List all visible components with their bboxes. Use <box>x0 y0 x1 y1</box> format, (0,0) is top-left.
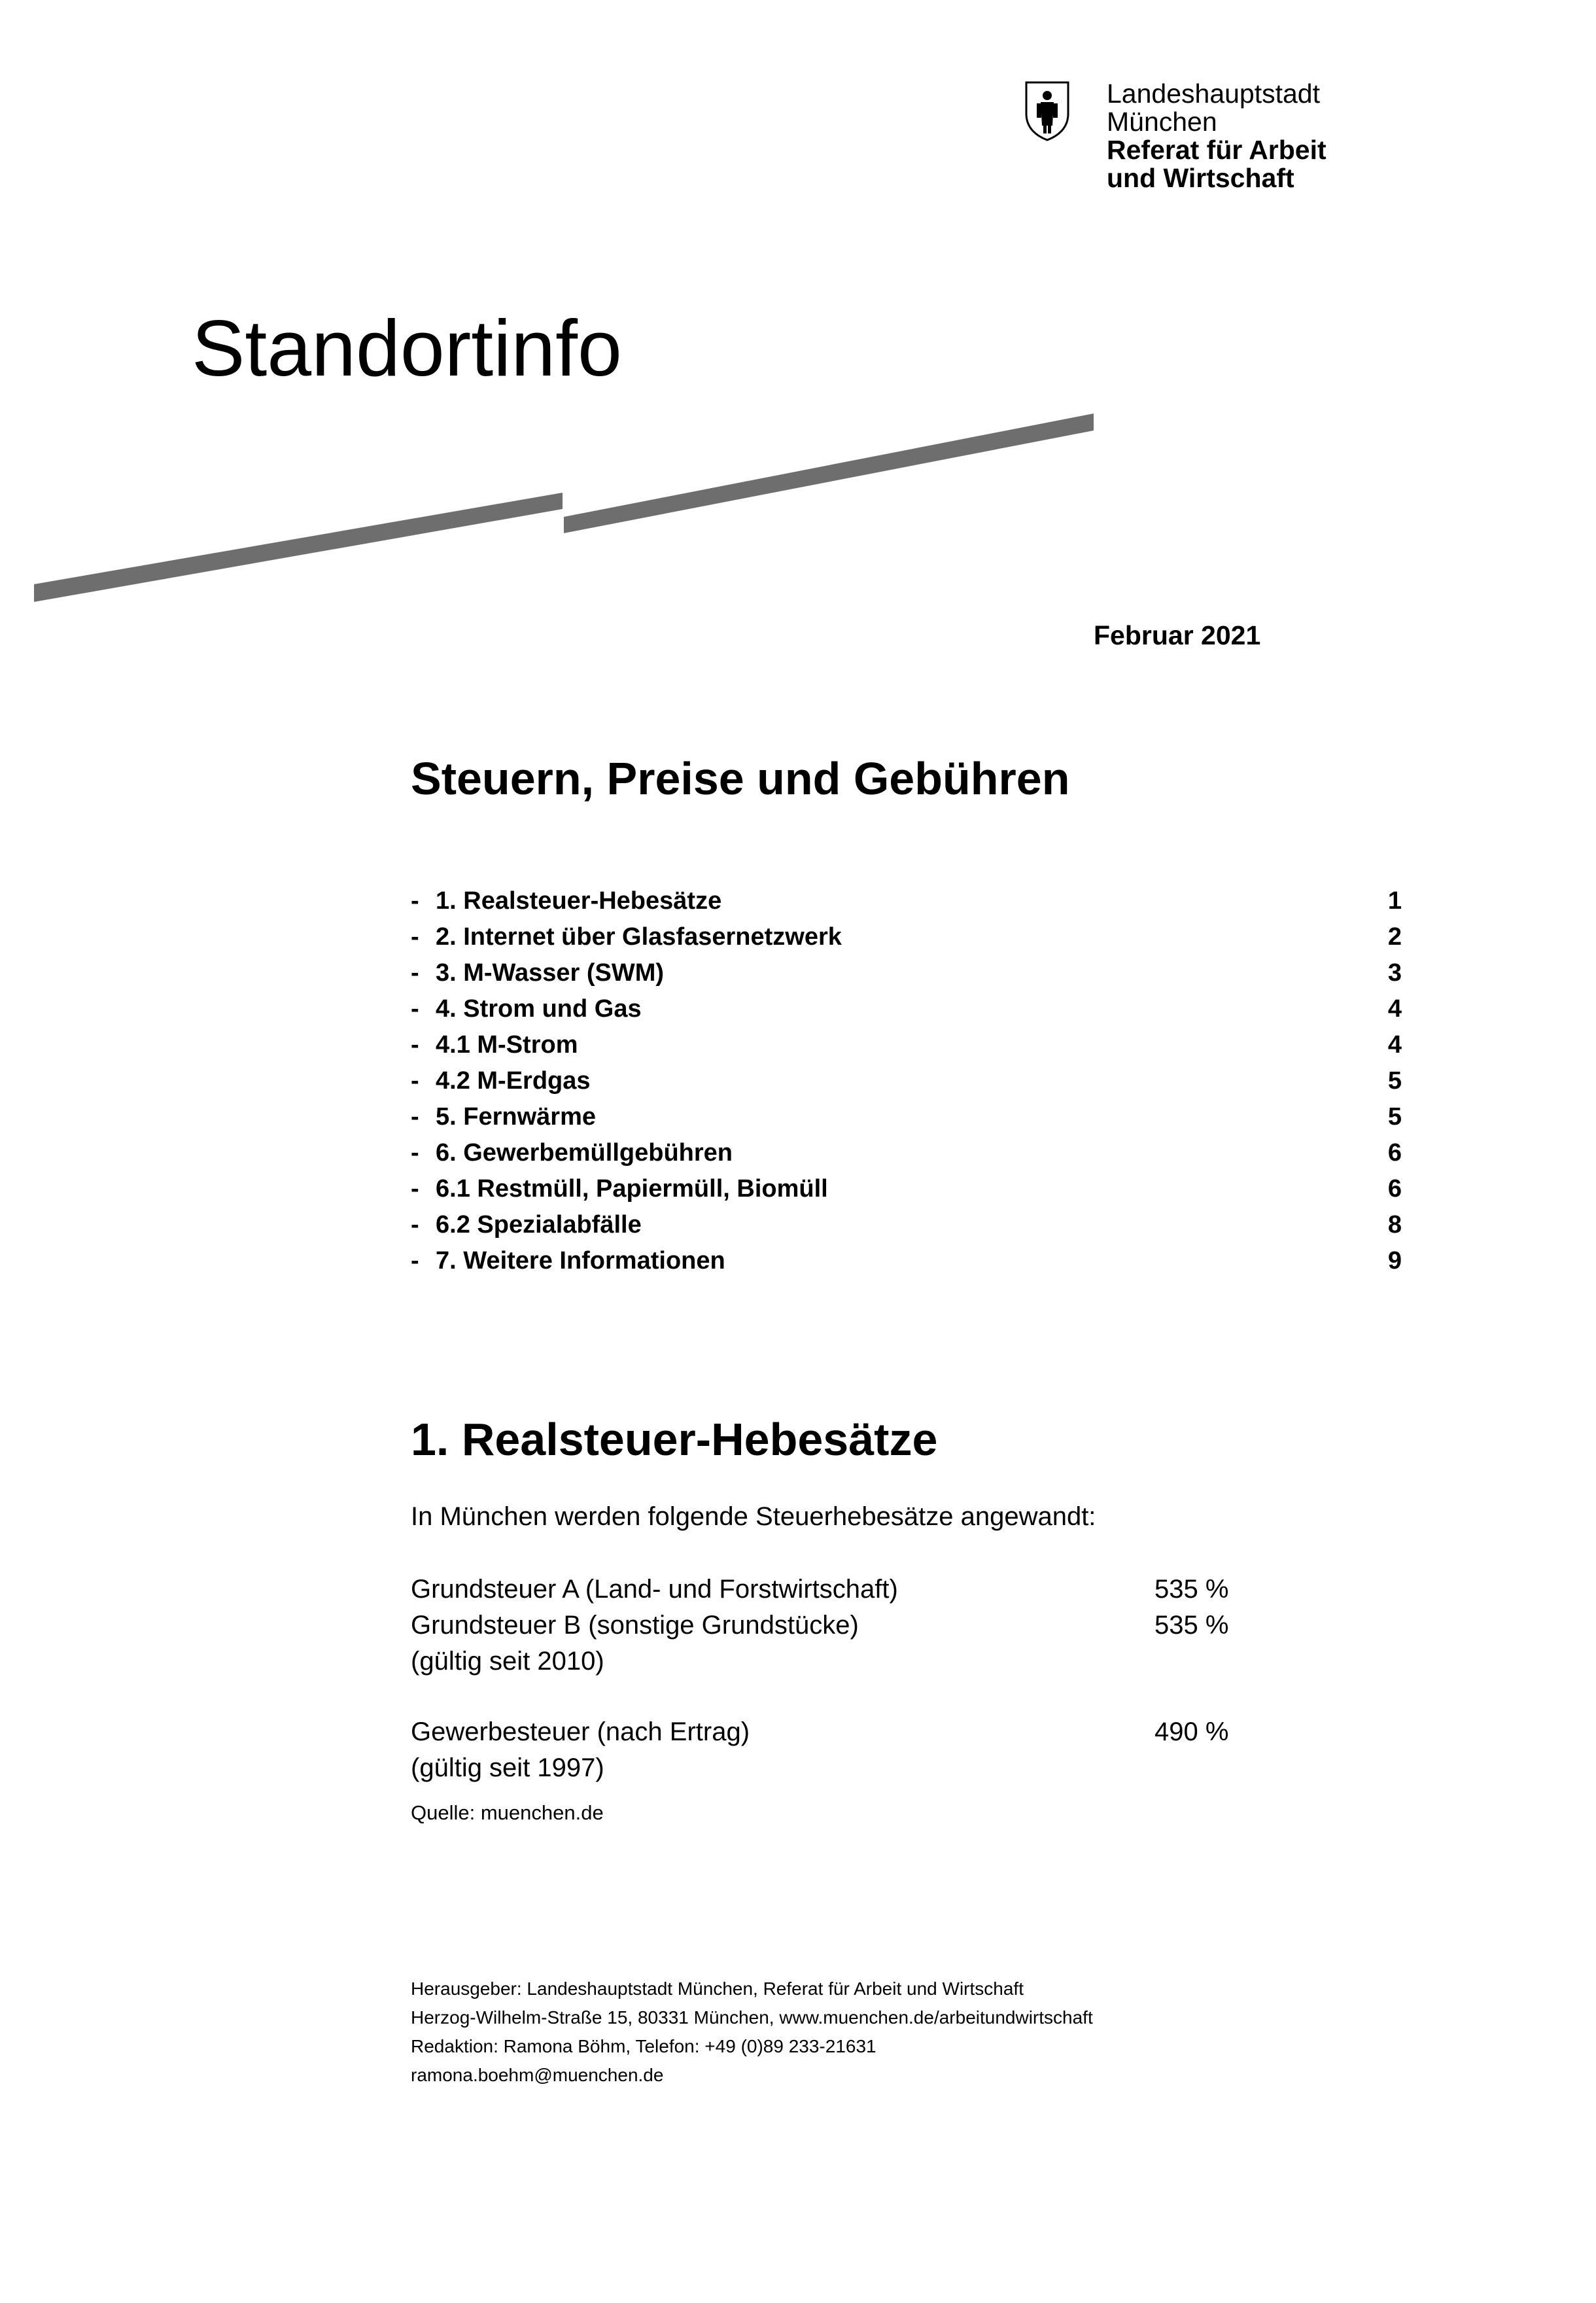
toc-item-page-number: 6 <box>1387 1139 1402 1167</box>
org-department-line1: Referat für Arbeit <box>1107 135 1327 165</box>
toc-item-label: 2. Internet über Glasfasernetzwerk <box>436 923 842 951</box>
toc-item-dash: - <box>411 995 419 1023</box>
intro-text: In München werden folgende Steuerhebesätze angewandt: <box>411 1502 1096 1531</box>
toc-item-label: 5. Fernwärme <box>436 1103 596 1131</box>
toc-item-dash: - <box>411 887 419 915</box>
toc-item-label: 4.1 M-Strom <box>436 1031 578 1059</box>
toc-item-page-number: 3 <box>1387 959 1402 987</box>
toc-item[interactable] <box>411 1027 1402 1063</box>
imprint-email: ramona.boehm@muenchen.de <box>411 2065 664 2085</box>
toc-item-page-number: 2 <box>1387 923 1402 951</box>
toc-item-page-number: 6 <box>1387 1175 1402 1203</box>
toc-item-dash: - <box>411 1067 419 1095</box>
imprint-publisher: Herausgeber: Landeshauptstadt München, Referat für Arbeit und Wirtschaft <box>411 1978 1024 1999</box>
toc-item[interactable] <box>411 1207 1402 1243</box>
source-note: Quelle: muenchen.de <box>411 1801 604 1824</box>
gewerbesteuer-label: Gewerbesteuer (nach Ertrag) <box>411 1717 750 1746</box>
toc-item-page-number: 1 <box>1387 887 1402 915</box>
grundsteuer-b-value: 535 % <box>1154 1611 1229 1640</box>
document-date: Februar 2021 <box>1094 620 1261 650</box>
toc-item-label: 3. M-Wasser (SWM) <box>436 959 665 987</box>
grundsteuer-a-label: Grundsteuer A (Land- und Forstwirtschaft) <box>411 1575 898 1604</box>
toc-item[interactable] <box>411 1099 1402 1135</box>
table-of-contents <box>411 883 1402 1279</box>
toc-item[interactable] <box>411 883 1402 919</box>
toc-item-page-number: 5 <box>1387 1067 1402 1095</box>
toc-item-dash: - <box>411 923 419 951</box>
toc-item-label: 6. Gewerbemüllgebühren <box>436 1139 733 1167</box>
toc-item-page-number: 5 <box>1387 1103 1402 1131</box>
org-department-line2: und Wirtschaft <box>1107 163 1294 193</box>
stripe-right <box>564 413 1094 533</box>
toc-item[interactable] <box>411 1063 1402 1099</box>
toc-item-dash: - <box>411 1103 419 1131</box>
toc-item[interactable] <box>411 1243 1402 1279</box>
toc-item-label: 1. Realsteuer-Hebesätze <box>436 887 722 915</box>
toc-item-dash: - <box>411 959 419 987</box>
org-name-line2: München <box>1107 107 1217 137</box>
toc-item[interactable] <box>411 955 1402 991</box>
toc-item-label: 4. Strom und Gas <box>436 995 642 1023</box>
document-title: Standortinfo <box>192 304 622 393</box>
grundsteuer-validity-note: (gültig seit 2010) <box>411 1647 604 1676</box>
toc-item-page-number: 9 <box>1387 1247 1402 1275</box>
toc-item[interactable] <box>411 991 1402 1027</box>
toc-item-label: 6.1 Restmüll, Papiermüll, Biomüll <box>436 1175 828 1203</box>
toc-item-label: 4.2 M-Erdgas <box>436 1067 591 1095</box>
toc-item-dash: - <box>411 1211 419 1239</box>
toc-item-dash: - <box>411 1247 419 1275</box>
toc-item-label: 6.2 Spezialabfälle <box>436 1211 642 1239</box>
toc-item-label: 7. Weitere Informationen <box>436 1247 725 1275</box>
section-title: Steuern, Preise und Gebühren <box>411 753 1070 804</box>
munich-city-seal-icon <box>1024 80 1071 141</box>
toc-item-page-number: 4 <box>1387 1031 1402 1059</box>
toc-item[interactable] <box>411 919 1402 955</box>
grundsteuer-a-value: 535 % <box>1154 1575 1229 1604</box>
heading-realsteuer-hebesaetze: 1. Realsteuer-Hebesätze <box>411 1414 938 1465</box>
toc-item-dash: - <box>411 1031 419 1059</box>
decorative-stripes <box>0 406 1112 628</box>
toc-item[interactable] <box>411 1135 1402 1171</box>
toc-item-page-number: 8 <box>1387 1211 1402 1239</box>
imprint-editor: Redaktion: Ramona Böhm, Telefon: +49 (0)89 233-21631 <box>411 2036 876 2056</box>
imprint-address: Herzog-Wilhelm-Straße 15, 80331 München, www.muenchen.de/arbeitundwirtschaft <box>411 2007 1093 2028</box>
stripe-left <box>34 493 563 602</box>
toc-item[interactable] <box>411 1171 1402 1207</box>
toc-item-dash: - <box>411 1139 419 1167</box>
grundsteuer-b-label: Grundsteuer B (sonstige Grundstücke) <box>411 1611 859 1640</box>
org-name-line1: Landeshauptstadt <box>1107 79 1320 109</box>
toc-item-dash: - <box>411 1175 419 1203</box>
gewerbesteuer-validity-note: (gültig seit 1997) <box>411 1753 604 1782</box>
toc-item-page-number: 4 <box>1387 995 1402 1023</box>
gewerbesteuer-value: 490 % <box>1154 1717 1229 1746</box>
